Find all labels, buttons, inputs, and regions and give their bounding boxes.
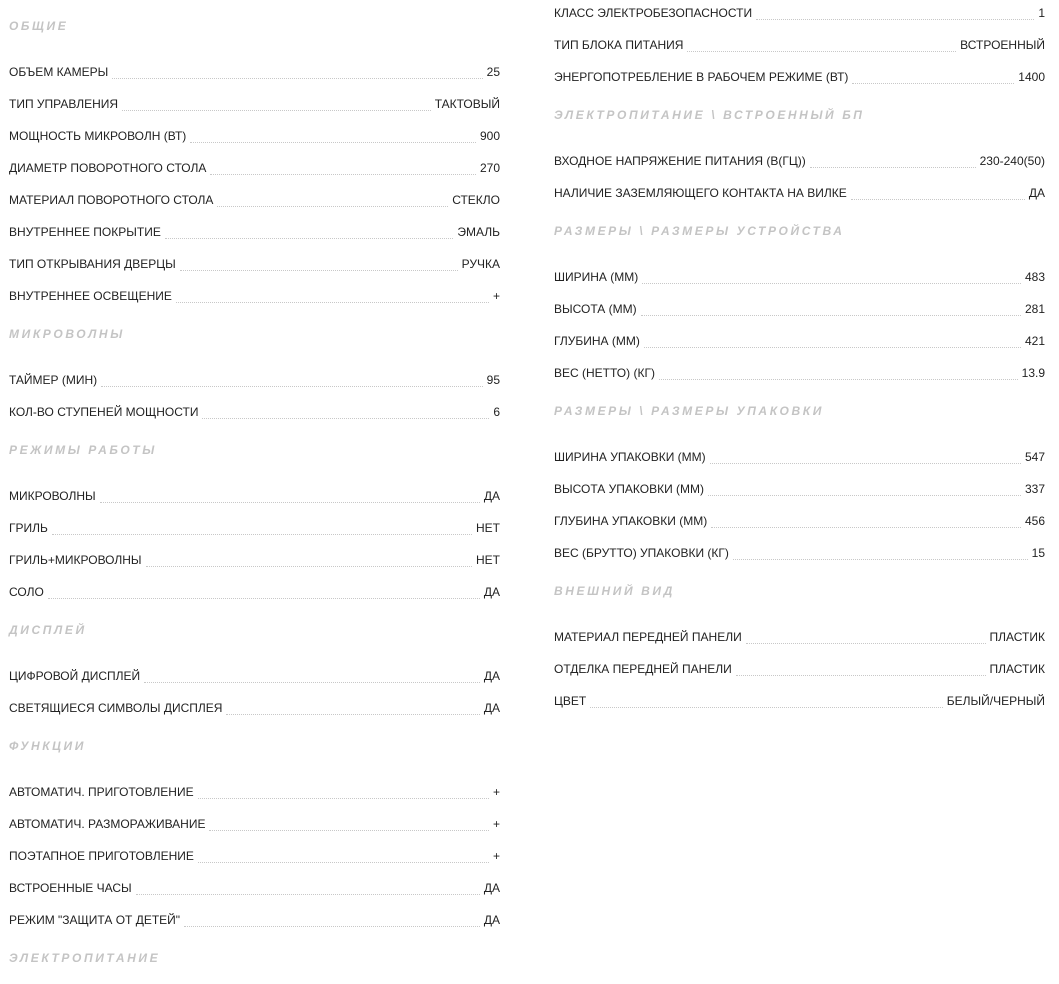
spec-label: ВХОДНОЕ НАПРЯЖЕНИЕ ПИТАНИЯ (В(ГЦ)) xyxy=(554,154,806,168)
spec-row xyxy=(9,900,500,932)
spec-row xyxy=(554,681,1045,713)
spec-label: АВТОМАТИЧ. ПРИГОТОВЛЕНИЕ xyxy=(9,785,194,799)
spec-row xyxy=(9,836,500,868)
spec-row xyxy=(9,276,500,308)
dotted-leader xyxy=(708,495,1021,496)
spec-label: ВЕС (НЕТТО) (КГ) xyxy=(554,366,655,380)
dotted-leader xyxy=(659,379,1018,380)
dotted-leader xyxy=(209,830,489,831)
spec-label: МОЩНОСТЬ МИКРОВОЛН (ВТ) xyxy=(9,129,187,143)
dotted-leader xyxy=(644,347,1021,348)
spec-label: ГЛУБИНА (ММ) xyxy=(554,334,640,348)
spec-label: ТИП ОТКРЫВАНИЯ ДВЕРЦЫ xyxy=(9,257,176,271)
spec-value: ДА xyxy=(483,701,500,715)
spec-value: ЭМАЛЬ xyxy=(457,225,500,239)
spec-label: ОБЪЕМ КАМЕРЫ xyxy=(9,65,109,79)
spec-label: ГРИЛЬ+МИКРОВОЛНЫ xyxy=(9,553,142,567)
spec-row xyxy=(9,476,500,508)
spec-value: ДА xyxy=(483,913,500,927)
spec-row xyxy=(554,353,1045,385)
spec-row xyxy=(554,321,1045,353)
spec-label: КЛАСС ЭЛЕКТРОБЕЗОПАСНОСТИ xyxy=(554,6,753,20)
dotted-leader xyxy=(136,894,480,895)
spec-value: РУЧКА xyxy=(461,257,500,271)
dotted-leader xyxy=(687,51,956,52)
spec-row xyxy=(554,469,1045,501)
spec-value: 270 xyxy=(479,161,500,175)
dotted-leader xyxy=(176,302,489,303)
spec-row xyxy=(9,148,500,180)
spec-value: + xyxy=(492,785,500,799)
spec-label: ОТДЕЛКА ПЕРЕДНЕЙ ПАНЕЛИ xyxy=(554,662,732,676)
spec-label: ТИП УПРАВЛЕНИЯ xyxy=(9,97,119,111)
spec-row xyxy=(9,52,500,84)
spec-value: + xyxy=(492,817,500,831)
dotted-leader xyxy=(100,502,480,503)
spec-value: 281 xyxy=(1024,302,1045,316)
dotted-leader xyxy=(198,798,489,799)
dotted-leader xyxy=(733,559,1028,560)
spec-row xyxy=(9,244,500,276)
spec-row xyxy=(554,501,1045,533)
section-title: ОБЩИЕ xyxy=(9,19,69,33)
dotted-leader xyxy=(112,78,482,79)
spec-label: ТИП БЛОКА ПИТАНИЯ xyxy=(554,38,684,52)
section-title: ЭЛЕКТРОПИТАНИЕ \ ВСТРОЕННЫЙ БП xyxy=(554,108,865,122)
dotted-leader xyxy=(810,167,976,168)
spec-value: 483 xyxy=(1024,270,1045,284)
dotted-leader xyxy=(736,675,986,676)
dotted-leader xyxy=(146,566,472,567)
spec-value: ТАКТОВЫЙ xyxy=(434,97,500,111)
spec-row xyxy=(554,25,1045,57)
spec-value: 6 xyxy=(493,405,500,419)
dotted-leader xyxy=(180,270,458,271)
dotted-leader xyxy=(746,643,986,644)
spec-label: КОЛ-ВО СТУПЕНЕЙ МОЩНОСТИ xyxy=(9,405,199,419)
dotted-leader xyxy=(710,463,1021,464)
spec-value: 230-240(50) xyxy=(979,154,1045,168)
spec-value: 13.9 xyxy=(1021,366,1045,380)
section-title: РАЗМЕРЫ \ РАЗМЕРЫ УСТРОЙСТВА xyxy=(554,224,845,238)
section-title: ДИСПЛЕЙ xyxy=(9,623,87,637)
spec-label: ВНУТРЕННЕЕ ПОКРЫТИЕ xyxy=(9,225,161,239)
spec-label: ПОЭТАПНОЕ ПРИГОТОВЛЕНИЕ xyxy=(9,849,194,863)
spec-label: СОЛО xyxy=(9,585,44,599)
spec-row xyxy=(9,688,500,720)
spec-label: РЕЖИМ "ЗАЩИТА ОТ ДЕТЕЙ" xyxy=(9,913,181,927)
spec-value: 25 xyxy=(486,65,500,79)
spec-label: НАЛИЧИЕ ЗАЗЕМЛЯЮЩЕГО КОНТАКТА НА ВИЛКЕ xyxy=(554,186,847,200)
spec-row xyxy=(554,437,1045,469)
spec-label: СВЕТЯЩИЕСЯ СИМВОЛЫ ДИСПЛЕЯ xyxy=(9,701,223,715)
spec-row xyxy=(554,289,1045,321)
spec-label: ЦВЕТ xyxy=(554,694,587,708)
spec-label: ВНУТРЕННЕЕ ОСВЕЩЕНИЕ xyxy=(9,289,172,303)
spec-column-right xyxy=(554,0,1045,713)
dotted-leader xyxy=(210,174,476,175)
spec-label: ЭНЕРГОПОТРЕБЛЕНИЕ В РАБОЧЕМ РЕЖИМЕ (ВТ) xyxy=(554,70,849,84)
spec-row xyxy=(554,141,1045,173)
section-title: МИКРОВОЛНЫ xyxy=(9,327,125,341)
spec-row xyxy=(9,84,500,116)
spec-label: МАТЕРИАЛ ПЕРЕДНЕЙ ПАНЕЛИ xyxy=(554,630,742,644)
dotted-leader xyxy=(184,926,480,927)
spec-row xyxy=(9,572,500,604)
dotted-leader xyxy=(202,418,489,419)
spec-label: ГЛУБИНА УПАКОВКИ (ММ) xyxy=(554,514,708,528)
spec-row xyxy=(554,257,1045,289)
dotted-leader xyxy=(642,283,1021,284)
spec-value: НЕТ xyxy=(476,521,500,535)
spec-row xyxy=(9,656,500,688)
dotted-leader xyxy=(217,206,448,207)
section-title: РАЗМЕРЫ \ РАЗМЕРЫ УПАКОВКИ xyxy=(554,404,824,418)
spec-row xyxy=(9,116,500,148)
spec-value: ДА xyxy=(1028,186,1045,200)
spec-row xyxy=(554,0,1045,25)
section-title: РЕЖИМЫ РАБОТЫ xyxy=(9,443,157,457)
spec-value: НЕТ xyxy=(476,553,500,567)
spec-value: ДА xyxy=(483,881,500,895)
spec-row xyxy=(554,649,1045,681)
spec-value: ВСТРОЕННЫЙ xyxy=(960,38,1045,52)
section-title: ФУНКЦИИ xyxy=(9,739,86,753)
spec-label: МАТЕРИАЛ ПОВОРОТНОГО СТОЛА xyxy=(9,193,214,207)
spec-value: + xyxy=(492,849,500,863)
spec-row xyxy=(9,508,500,540)
spec-label: ВЕС (БРУТТО) УПАКОВКИ (КГ) xyxy=(554,546,729,560)
dotted-leader xyxy=(198,862,489,863)
spec-row xyxy=(9,212,500,244)
spec-row xyxy=(9,868,500,900)
spec-row xyxy=(9,540,500,572)
dotted-leader xyxy=(122,110,431,111)
spec-label: ВЫСОТА УПАКОВКИ (ММ) xyxy=(554,482,705,496)
spec-row xyxy=(9,804,500,836)
spec-value: ПЛАСТИК xyxy=(989,630,1045,644)
dotted-leader xyxy=(756,19,1034,20)
spec-row xyxy=(554,617,1045,649)
spec-label: ДИАМЕТР ПОВОРОТНОГО СТОЛА xyxy=(9,161,207,175)
dotted-leader xyxy=(165,238,454,239)
dotted-leader xyxy=(226,714,479,715)
spec-value: БЕЛЫЙ/ЧЕРНЫЙ xyxy=(946,694,1045,708)
spec-label: ВСТРОЕННЫЕ ЧАСЫ xyxy=(9,881,132,895)
section-title: ЭЛЕКТРОПИТАНИЕ xyxy=(9,951,161,965)
spec-row xyxy=(554,533,1045,565)
dotted-leader xyxy=(101,386,482,387)
spec-value: ДА xyxy=(483,669,500,683)
dotted-leader xyxy=(852,83,1014,84)
spec-row xyxy=(554,173,1045,205)
spec-label: ЦИФРОВОЙ ДИСПЛЕЙ xyxy=(9,669,141,683)
spec-value: 900 xyxy=(479,129,500,143)
spec-value: 456 xyxy=(1024,514,1045,528)
spec-value: СТЕКЛО xyxy=(452,193,500,207)
dotted-leader xyxy=(851,199,1025,200)
spec-label: ШИРИНА (ММ) xyxy=(554,270,639,284)
spec-value: ДА xyxy=(483,585,500,599)
spec-value: 15 xyxy=(1031,546,1045,560)
spec-value: 547 xyxy=(1024,450,1045,464)
spec-label: АВТОМАТИЧ. РАЗМОРАЖИВАНИЕ xyxy=(9,817,206,831)
spec-row xyxy=(9,360,500,392)
spec-value: ПЛАСТИК xyxy=(989,662,1045,676)
spec-value: 337 xyxy=(1024,482,1045,496)
spec-label: ВЫСОТА (ММ) xyxy=(554,302,637,316)
spec-value: 1400 xyxy=(1018,70,1045,84)
spec-value: ДА xyxy=(483,489,500,503)
dotted-leader xyxy=(590,707,943,708)
dotted-leader xyxy=(190,142,476,143)
dotted-leader xyxy=(641,315,1021,316)
section-title: ВНЕШНИЙ ВИД xyxy=(554,584,675,598)
spec-value: 1 xyxy=(1038,6,1045,20)
dotted-leader xyxy=(711,527,1021,528)
spec-label: МИКРОВОЛНЫ xyxy=(9,489,96,503)
spec-column-left xyxy=(9,0,500,984)
spec-value: 421 xyxy=(1024,334,1045,348)
spec-value: + xyxy=(492,289,500,303)
spec-label: ТАЙМЕР (МИН) xyxy=(9,373,98,387)
spec-row xyxy=(9,392,500,424)
dotted-leader xyxy=(52,534,472,535)
spec-label: ГРИЛЬ xyxy=(9,521,48,535)
spec-row xyxy=(9,772,500,804)
spec-row xyxy=(9,180,500,212)
dotted-leader xyxy=(144,682,480,683)
spec-value: 95 xyxy=(486,373,500,387)
dotted-leader xyxy=(48,598,480,599)
spec-label: ШИРИНА УПАКОВКИ (ММ) xyxy=(554,450,706,464)
spec-row xyxy=(554,57,1045,89)
